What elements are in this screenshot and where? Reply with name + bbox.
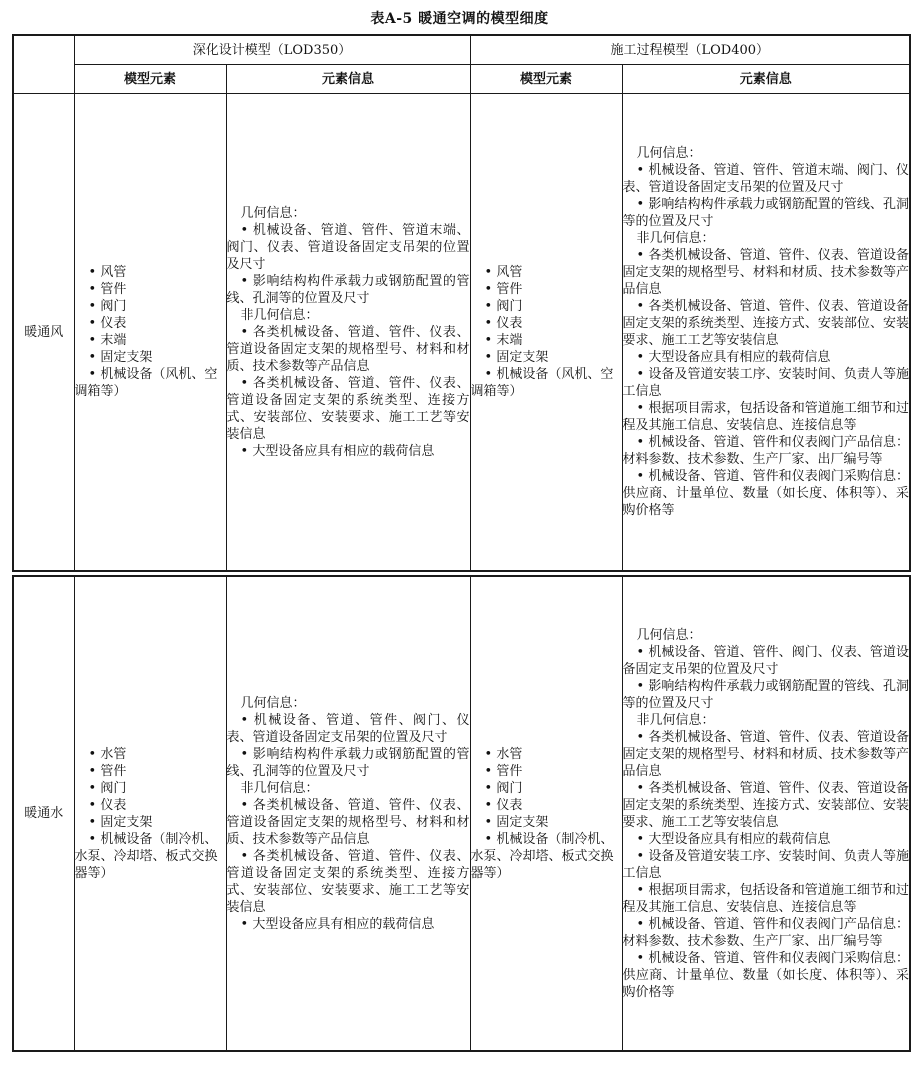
list-item: • 仪表	[75, 797, 226, 814]
info-paragraph: • 各类机械设备、管道、管件、仪表、管道设备固定支架的系统类型、连接方式、安装部位、安装要求、施工工艺等安装信息	[227, 848, 470, 916]
info-paragraph: • 各类机械设备、管道、管件、仪表、管道设备固定支架的系统类型、连接方式、安装部位、安装要求、施工工艺等安装信息	[227, 375, 470, 443]
corner-cell	[13, 35, 74, 94]
bullet-icon	[637, 367, 649, 382]
bullet-icon	[485, 781, 497, 796]
bullet-icon	[485, 832, 497, 847]
bullet-icon	[637, 730, 649, 745]
info-paragraph: • 大型设备应具有相应的载荷信息	[623, 831, 910, 848]
bullet-icon	[485, 350, 497, 365]
bullet-icon	[485, 333, 497, 348]
bullet-icon	[637, 435, 649, 450]
list-item: • 阀门	[471, 298, 622, 315]
info-heading: 几何信息：	[240, 695, 306, 711]
info-paragraph: • 各类机械设备、管道、管件、仪表、管道设备固定支架的规格型号、材料和材质、技术参数等产品信息	[227, 324, 470, 375]
bullet-icon	[485, 815, 497, 830]
list-item: • 管件	[471, 281, 622, 298]
bullet-icon	[637, 197, 649, 212]
bullet-icon	[89, 282, 101, 297]
list-item: • 水管	[75, 746, 226, 763]
info-paragraph: • 机械设备、管道、管件和仪表阀门产品信息：材料参数、技术参数、生产厂家、出厂编号等	[623, 916, 910, 950]
info-paragraph: • 各类机械设备、管道、管件、仪表、管道设备固定支架的系统类型、连接方式、安装部位、安装要求、施工工艺等安装信息	[623, 780, 910, 831]
info-paragraph: • 设备及管道安装工序、安装时间、负责人等施工信息	[623, 366, 910, 400]
bullet-icon	[89, 265, 101, 280]
info-heading: 几何信息：	[636, 146, 702, 161]
row-category: 暖通水	[13, 576, 74, 1051]
info-paragraph: • 影响结构构件承载力或钢筋配置的管线、孔洞等的位置及尺寸	[227, 273, 470, 307]
bullet-icon	[241, 325, 253, 340]
bullet-icon	[637, 645, 649, 660]
bullet-icon	[89, 764, 101, 779]
bullet-icon	[89, 747, 101, 762]
bullet-icon	[241, 274, 253, 289]
group-header-lod400: 施工过程模型（LOD400）	[470, 35, 910, 65]
info-heading: 非几何信息：	[240, 307, 319, 323]
bullet-icon	[241, 747, 253, 762]
info-paragraph: • 设备及管道安装工序、安装时间、负责人等施工信息	[623, 848, 910, 882]
info-paragraph: • 根据项目需求，包括设备和管道施工细节和过程及其施工信息、安装信息、连接信息等	[623, 882, 910, 916]
list-item: • 仪表	[75, 315, 226, 332]
bullet-icon	[637, 679, 649, 694]
info-paragraph: • 各类机械设备、管道、管件、仪表、管道设备固定支架的系统类型、连接方式、安装部位、安装要求、施工工艺等安装信息	[623, 298, 910, 349]
info-paragraph: • 影响结构构件承载力或钢筋配置的管线、孔洞等的位置及尺寸	[227, 746, 470, 780]
bullet-icon	[241, 917, 253, 932]
list-item: • 固定支架	[471, 814, 622, 831]
info-paragraph: • 机械设备、管道、管件、阀门、仪表、管道设备固定支吊架的位置及尺寸	[227, 712, 470, 746]
bullet-icon	[485, 299, 497, 314]
bullet-icon	[241, 376, 253, 391]
info-cell	[622, 94, 910, 572]
info-paragraph: • 影响结构构件承载力或钢筋配置的管线、孔洞等的位置及尺寸	[623, 196, 910, 230]
list-item: • 管件	[75, 281, 226, 298]
info-heading: 非几何信息：	[636, 712, 715, 728]
bullet-icon	[637, 883, 649, 898]
info-paragraph: • 各类机械设备、管道、管件、仪表、管道设备固定支架的规格型号、材料和材质、技术参数等产品信息	[623, 729, 910, 780]
list-item: • 管件	[75, 763, 226, 780]
bullet-icon	[241, 444, 253, 459]
list-item: • 阀门	[471, 780, 622, 797]
info-heading: 几何信息：	[636, 627, 702, 643]
bullet-icon	[485, 747, 497, 762]
list-item: • 末端	[471, 332, 622, 349]
list-item: • 机械设备（风机、空调箱等）	[75, 366, 226, 400]
list-item: • 固定支架	[471, 349, 622, 366]
info-heading: 几何信息：	[240, 205, 306, 221]
bullet-icon	[637, 469, 649, 484]
bullet-icon	[89, 781, 101, 796]
bullet-icon	[241, 798, 253, 813]
list-item: • 机械设备（制冷机、水泵、冷却塔、板式交换器等）	[75, 831, 226, 882]
info-paragraph: • 机械设备、管道、管件和仪表阀门采购信息：供应商、计量单位、数量（如长度、体积等）、采购价格等	[623, 950, 910, 1001]
bullet-icon	[637, 401, 649, 416]
bullet-icon	[241, 223, 253, 238]
list-item: • 机械设备（风机、空调箱等）	[471, 366, 622, 400]
info-paragraph: • 大型设备应具有相应的载荷信息	[227, 443, 470, 460]
info-paragraph: • 机械设备、管道、管件和仪表阀门产品信息：材料参数、技术参数、生产厂家、出厂编号等	[623, 434, 910, 468]
info-heading: 非几何信息：	[636, 231, 715, 246]
list-item: • 风管	[75, 264, 226, 281]
info-paragraph: • 机械设备、管道、管件、管道末端、阀门、仪表、管道设备固定支吊架的位置及尺寸	[623, 162, 910, 196]
list-item: • 水管	[471, 746, 622, 763]
info-heading: 非几何信息：	[240, 780, 319, 796]
bullet-icon	[485, 367, 497, 382]
list-item: • 管件	[471, 763, 622, 780]
bullet-icon	[637, 951, 649, 966]
bullet-icon	[89, 299, 101, 314]
row-category: 暖通风	[13, 94, 74, 572]
bullet-icon	[241, 713, 254, 728]
elements-cell	[470, 576, 622, 1051]
bullet-icon	[89, 316, 101, 331]
list-item: • 阀门	[75, 780, 226, 797]
bullet-icon	[637, 350, 649, 365]
model-detail-table-part-1	[12, 34, 911, 572]
table-title: 表A-5 暖通空调的模型细度	[370, 11, 549, 27]
group-header-lod350: 深化设计模型（LOD350）	[74, 35, 470, 65]
bullet-icon	[637, 248, 649, 263]
bullet-icon	[637, 299, 649, 314]
list-item: • 固定支架	[75, 349, 226, 366]
bullet-icon	[637, 163, 649, 178]
bullet-icon	[89, 815, 101, 830]
column-header-elements-lod400: 模型元素	[470, 65, 622, 94]
info-paragraph: • 机械设备、管道、管件和仪表阀门采购信息：供应商、计量单位、数量（如长度、体积等）、采购价格等	[623, 468, 910, 519]
elements-cell	[470, 94, 622, 572]
bullet-icon	[89, 832, 101, 847]
bullet-icon	[485, 798, 497, 813]
info-paragraph: • 大型设备应具有相应的载荷信息	[227, 916, 470, 933]
column-header-elements-lod350: 模型元素	[74, 65, 226, 94]
bullet-icon	[89, 350, 101, 365]
info-cell	[622, 576, 910, 1051]
list-item: • 风管	[471, 264, 622, 281]
bullet-icon	[485, 764, 497, 779]
bullet-icon	[89, 798, 101, 813]
info-paragraph: • 机械设备、管道、管件、阀门、仪表、管道设备固定支吊架的位置及尺寸	[623, 644, 910, 678]
bullet-icon	[637, 849, 649, 864]
bullet-icon	[241, 849, 253, 864]
bullet-icon	[89, 333, 101, 348]
elements-cell	[74, 94, 226, 572]
bullet-icon	[89, 367, 101, 382]
list-item: • 固定支架	[75, 814, 226, 831]
list-item: • 末端	[75, 332, 226, 349]
info-cell	[226, 576, 470, 1051]
model-detail-table-part-2	[12, 575, 911, 1052]
list-item: • 阀门	[75, 298, 226, 315]
bullet-icon	[637, 781, 649, 796]
column-header-info-lod350: 元素信息	[226, 65, 470, 94]
info-paragraph: • 根据项目需求，包括设备和管道施工细节和过程及其施工信息、安装信息、连接信息等	[623, 400, 910, 434]
column-header-info-lod400: 元素信息	[622, 65, 910, 94]
table-row	[13, 94, 910, 572]
info-paragraph: • 各类机械设备、管道、管件、仪表、管道设备固定支架的规格型号、材料和材质、技术参数等产品信息	[227, 797, 470, 848]
bullet-icon	[637, 917, 649, 932]
info-paragraph: • 各类机械设备、管道、管件、仪表、管道设备固定支架的规格型号、材料和材质、技术参数等产品信息	[623, 247, 910, 298]
bullet-icon	[485, 282, 497, 297]
bullet-icon	[485, 316, 497, 331]
info-paragraph: • 机械设备、管道、管件、管道末端、阀门、仪表、管道设备固定支吊架的位置及尺寸	[227, 222, 470, 273]
info-cell	[226, 94, 470, 572]
list-item: • 仪表	[471, 797, 622, 814]
elements-cell	[74, 576, 226, 1051]
table-row	[13, 576, 910, 1051]
info-paragraph: • 影响结构构件承载力或钢筋配置的管线、孔洞等的位置及尺寸	[623, 678, 910, 712]
info-paragraph: • 大型设备应具有相应的载荷信息	[623, 349, 910, 366]
list-item: • 仪表	[471, 315, 622, 332]
list-item: • 机械设备（制冷机、水泵、冷却塔、板式交换器等）	[471, 831, 622, 882]
bullet-icon	[485, 265, 497, 280]
bullet-icon	[637, 832, 649, 847]
